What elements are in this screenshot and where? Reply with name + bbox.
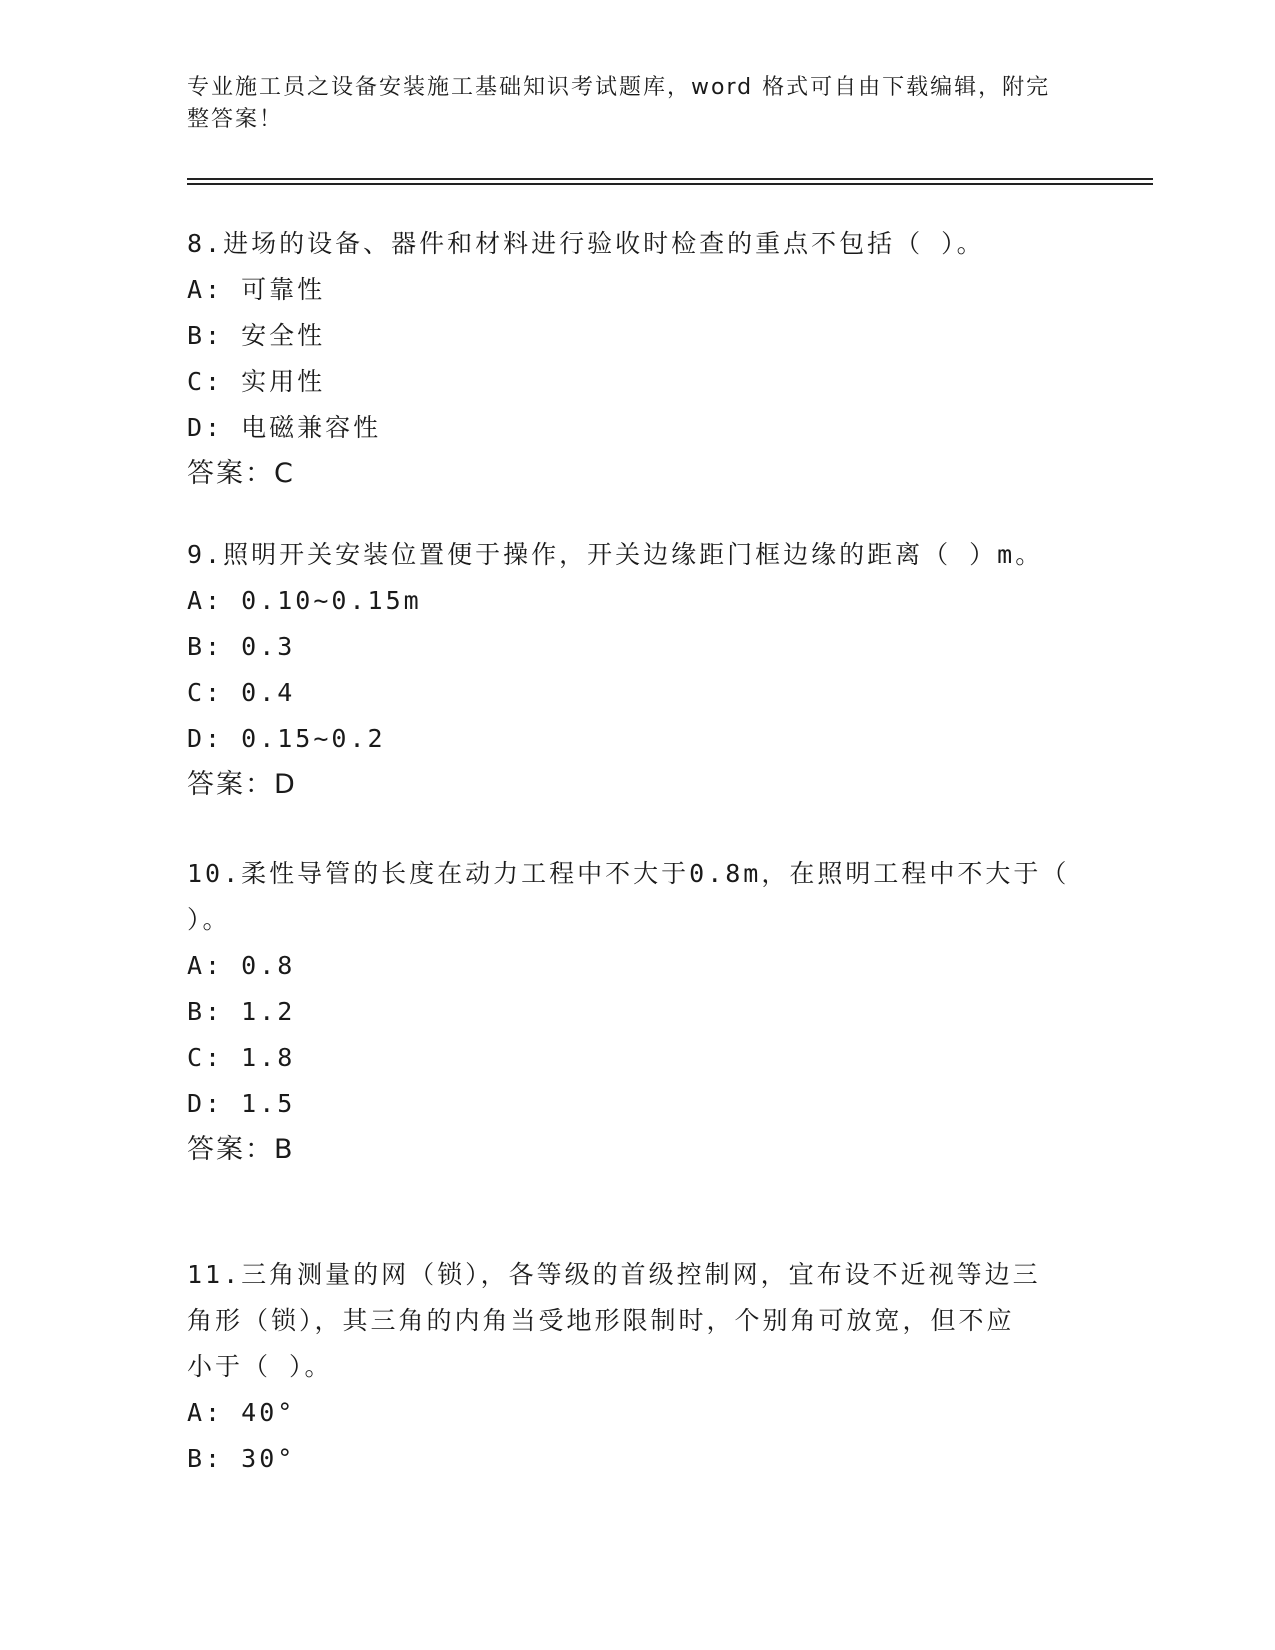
option-b: B: 30° xyxy=(187,1444,296,1473)
question-stem: 9.照明开关安装位置便于操作，开关边缘距门框边缘的距离（ ）m。 xyxy=(187,540,1044,569)
question-8 xyxy=(187,221,1087,497)
option-a: A: 40° xyxy=(187,1398,296,1427)
header-line-1: 专业施工员之设备安装施工基础知识考试题库，word 格式可自由下载编辑，附完 xyxy=(187,75,1051,100)
question-9 xyxy=(187,532,1087,808)
option-d: D: 0.15~0.2 xyxy=(187,724,386,753)
option-a: A: 0.10~0.15m xyxy=(187,586,422,615)
question-stem-line-2: 角形（锁），其三角的内角当受地形限制时，个别角可放宽，但不应 xyxy=(187,1306,1015,1335)
option-b: B: 1.2 xyxy=(187,997,296,1026)
option-c: C: 1.8 xyxy=(187,1043,296,1072)
header-divider-bottom xyxy=(187,183,1153,185)
option-d: D: 1.5 xyxy=(187,1089,296,1118)
document-header xyxy=(187,72,1067,136)
header-divider-top xyxy=(187,178,1153,180)
answer: 答案：B xyxy=(187,1134,295,1165)
option-a: A: 0.8 xyxy=(187,951,296,980)
option-a: A: 可靠性 xyxy=(187,275,326,304)
question-stem-line-1: 10.柔性导管的长度在动力工程中不大于0.8m，在照明工程中不大于（ xyxy=(187,859,1070,888)
question-stem-line-2: ）。 xyxy=(187,905,231,934)
option-c: C: 0.4 xyxy=(187,678,296,707)
question-stem-line-3: 小于（ ）。 xyxy=(187,1352,333,1381)
question-stem-line-1: 11.三角测量的网（锁），各等级的首级控制网，宜布设不近视等边三 xyxy=(187,1260,1041,1289)
option-b: B: 0.3 xyxy=(187,632,296,661)
question-10 xyxy=(187,851,1087,1173)
answer: 答案：C xyxy=(187,458,295,489)
option-c: C: 实用性 xyxy=(187,367,326,396)
question-stem: 8.进场的设备、器件和材料进行验收时检查的重点不包括（ ）。 xyxy=(187,229,985,258)
option-b: B: 安全性 xyxy=(187,321,326,350)
question-11 xyxy=(187,1252,1087,1482)
option-d: D: 电磁兼容性 xyxy=(187,413,382,442)
header-line-2: 整答案！ xyxy=(187,107,284,132)
answer: 答案：D xyxy=(187,769,297,800)
